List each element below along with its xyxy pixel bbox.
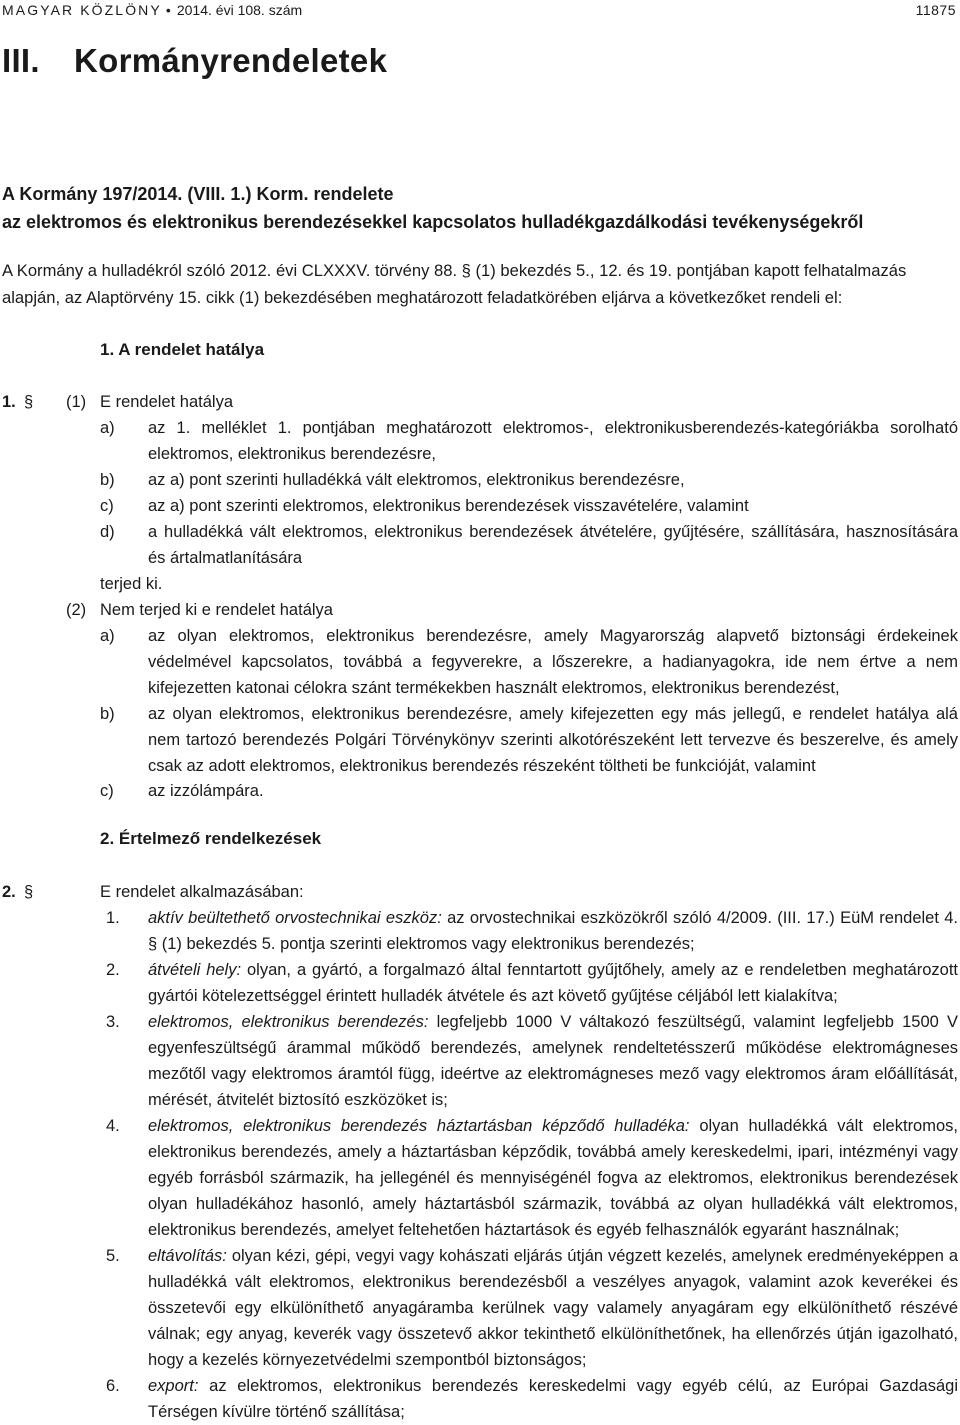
definition-number: 3. [106, 1013, 120, 1031]
part-number: III. [2, 42, 40, 79]
definition-term: export: [148, 1377, 199, 1395]
paragraph-number-1: 1. [2, 393, 16, 411]
running-head-left [2, 2, 302, 18]
decree-title-line2: az elektromos és elektronikus berendezésekkel kapcsolatos hulladékgazdálkodási tevékenységekről [2, 212, 864, 232]
list-item: az a) pont szerinti elektromos, elektronikus berendezések visszavételére, valamint [148, 497, 749, 515]
definition-number: 1. [106, 909, 120, 927]
list-item: az a) pont szerinti hulladékká vált elektromos, elektronikus berendezésre, [148, 471, 685, 489]
part-title-text: Kormányrendeletek [74, 42, 388, 79]
list-item: az izzólámpára. [148, 782, 264, 800]
item-letter: a) [100, 419, 115, 437]
section-sign-2: § [24, 883, 34, 901]
list-item: a hulladékká vált elektromos, elektronikus berendezések átvételére, gyűjtésére, szállítására, hasznosítására és ártalmatlanítására [148, 523, 958, 567]
definitions-lead: E rendelet alkalmazásában: [100, 883, 304, 901]
definition-term: aktív beültethető orvostechnikai eszköz: [148, 909, 442, 927]
definition-item [148, 957, 958, 1009]
journal-name: MAGYAR KÖZLÖNY [2, 2, 162, 18]
chapter-heading-1: 1. A rendelet hatálya [100, 340, 265, 359]
preamble: A Kormány a hulladékról szóló 2012. évi CLXXXV. törvény 88. § (1) bekezdés 5., 12. és 19. pontjában kapott felhatalmazás alapján, az Alaptörvény 15. cikk (1) bekezdésében meghatározott feladatkörében eljárva a következőket rendeli el: [2, 261, 907, 307]
definition-number: 2. [106, 961, 120, 979]
item-letter: c) [100, 782, 114, 800]
subsection-1-lead: E rendelet hatálya [100, 393, 234, 411]
definition-item [148, 905, 958, 957]
definition-item [148, 1373, 958, 1425]
definition-text: az elektromos, elektronikus berendezés kereskedelmi vagy egyéb célú, az Európai Gazdasági Térségen kívülre történő szállítása; [148, 1377, 958, 1421]
decree-title-line1: A Kormány 197/2014. (VIII. 1.) Korm. rendelete [2, 184, 394, 204]
definition-text: az orvostechnikai eszközökről szóló 4/2009. (III. 17.) EüM rendelet 4. § (1) bekezdés 5. pontja szerinti elektromos vagy elektronikus berendezés; [148, 909, 958, 953]
item-letter: d) [100, 523, 115, 541]
definition-term: elektromos, elektronikus berendezés háztartásban képződő hulladéka: [148, 1117, 690, 1135]
definition-term: átvételi hely: [148, 961, 242, 979]
item-letter: a) [100, 627, 115, 645]
running-head [0, 0, 960, 20]
definition-text: olyan hulladékká vált elektromos, elektronikus berendezés, amely a háztartásban képződik, továbbá amely kereskedelmi, ipari, intézményi vagy egyéb forrásból származik, ha jellegénél és mennyiségénél fogva az elektromos, elektronikus berendezések olyan hulladékához hasonló, amely háztartásból származik, továbbá az olyan hulladékká vált elektromos, elektronikus berendezés, amelyet feltehetően háztartások és egyéb felhasználók egyaránt használnak; [148, 1117, 958, 1239]
definition-item [148, 1113, 958, 1243]
definition-number: 4. [106, 1117, 120, 1135]
definition-item [148, 1009, 958, 1113]
subsection-number-1: (1) [66, 393, 87, 411]
section-sign-1: § [24, 393, 34, 411]
list-item: az olyan elektromos, elektronikus berendezésre, amely kifejezetten egy más jellegű, e rendelet hatálya alá nem tartozó berendezés Polgári Törvénykönyv szerinti alkotórészeként lett tervezve és beszerelve, és amely csak az adott elektromos, elektronikus berendezés részeként töltheti be funkcióját, valamint [148, 705, 958, 775]
definition-text: olyan kézi, gépi, vegyi vagy kohászati eljárás útján végzett kezelés, amelynek eredményeképpen a hulladékká vált elektromos, elektronikus berendezésből a veszélyes anyagok, valamint azok keverékei és összetevői egy elkülöníthető anyagáramba kerülnek vagy valamely anyagáram egy elkülöníthető részévé válnak; egy anyag, keverék vagy összetevő akkor tekinthető elkülöníthetőnek, ha ellenőrzés útján igazolható, hogy a kezelés környezetvédelmi szempontból biztonságos; [148, 1247, 958, 1369]
bullet-separator: • [165, 2, 173, 18]
definition-text: olyan, a gyártó, a forgalmazó által fenntartott gyűjtőhely, amely az e rendeletben meghatározott gyártói kötelezettséggel érintett hulladék átvétele és azt követő gyűjtése céljából lett kialakítva; [148, 961, 958, 1005]
definition-number: 5. [106, 1247, 120, 1265]
issue-label: 2014. évi 108. szám [176, 2, 303, 18]
definition-item [148, 1243, 958, 1373]
subsection-number-2: (2) [66, 601, 87, 619]
list-item: az 1. melléklet 1. pontjában meghatározott elektromos-, elektronikusberendezés-kategóriákba sorolható elektromos, elektronikus berendezésre, [148, 419, 958, 463]
definition-term: eltávolítás: [148, 1247, 227, 1265]
definition-term: elektromos, elektronikus berendezés: [148, 1013, 429, 1031]
item-letter: c) [100, 497, 114, 515]
page-number: 11875 [915, 2, 956, 18]
chapter-heading-2: 2. Értelmező rendelkezések [100, 829, 322, 848]
list-item: az olyan elektromos, elektronikus berendezésre, amely Magyarország alapvető biztonsági érdekeinek védelmével kapcsolatos, továbbá a fegyverekre, a lőszerekre, a hadianyagokra, ide nem értve a nem kifejezetten katonai célokra szánt termékekben használt elektromos, elektronikus berendezést, [148, 627, 958, 697]
subsection-1-closing: terjed ki. [100, 575, 163, 593]
definition-text: legfeljebb 1000 V váltakozó feszültségű, valamint legfeljebb 1500 V egyenfeszültségű árammal működő berendezés, amelynek rendeltetésszerű működése elektromágneses mezőtől vagy elektromos áramtól függ, ideértve az elektromágneses mező vagy elektromos áram előállítását, mérését, átvitelét biztosító eszközöket is; [148, 1013, 958, 1109]
paragraph-number-2: 2. [2, 883, 16, 901]
part-title [2, 42, 387, 80]
definition-number: 6. [106, 1377, 120, 1395]
item-letter: b) [100, 471, 115, 489]
subsection-2-lead: Nem terjed ki e rendelet hatálya [100, 601, 333, 619]
item-letter: b) [100, 705, 115, 723]
decree-title [2, 180, 863, 236]
